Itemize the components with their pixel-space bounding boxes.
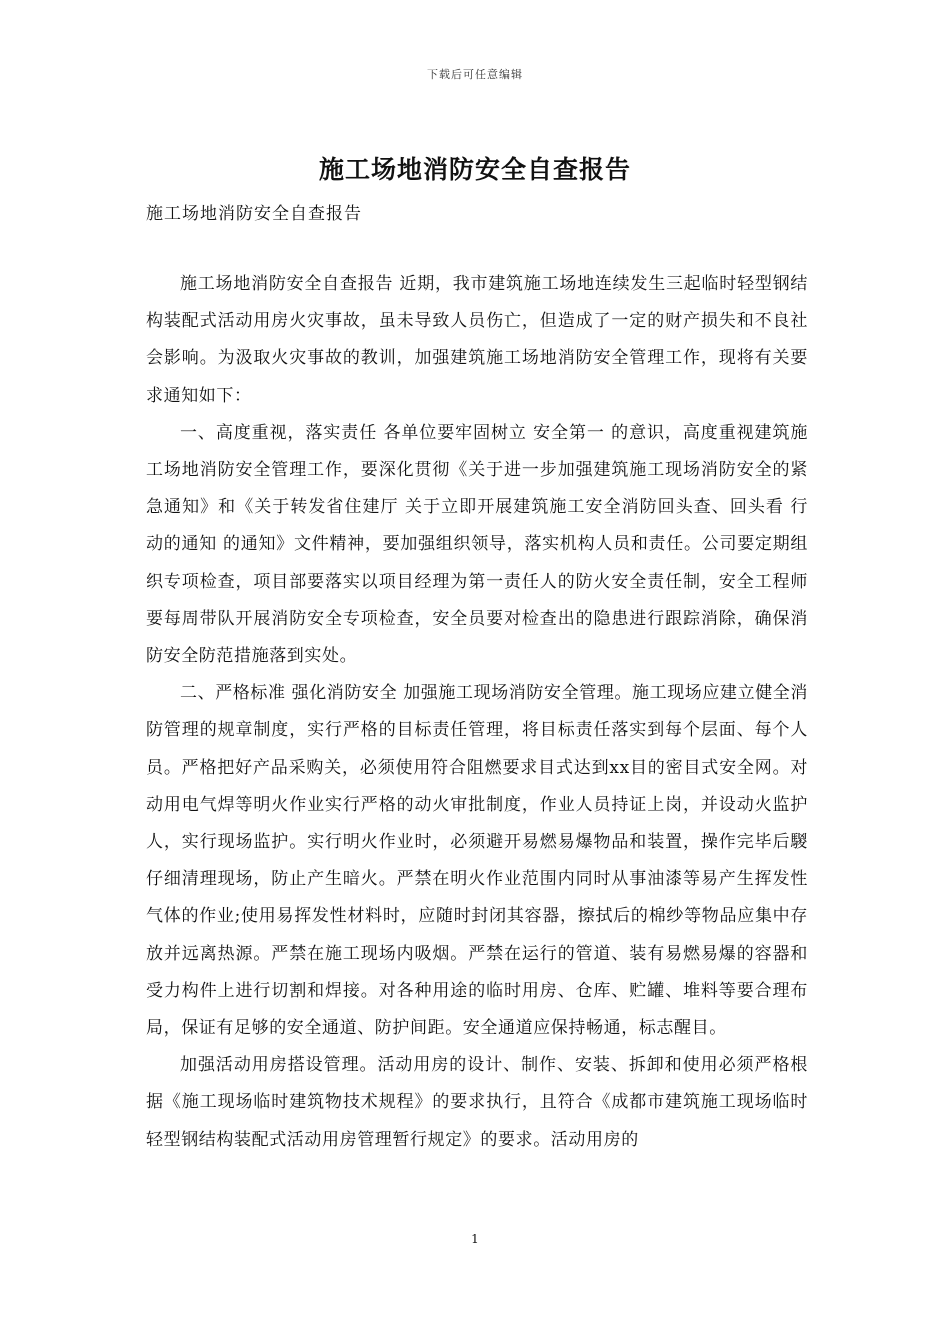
- paragraph-section-two: 二、严格标准 强化消防安全 加强施工现场消防安全管理。施工现场应建立健全消防管理的规章制度，实行严格的目标责任管理，将目标责任落实到每个层面、每个人员。严格把好产品采购关，必须使用符合阻燃要求目式达到xx目的密目式安全网。对动用电气焊等明火作业实行严格的动火审批制度，作业人员持证上岗，并设动火监护人，实行现场监护。实行明火作业时，必须避开易燃易爆物品和装置，操作完毕后騣仔细清理现场，防止产生暗火。严禁在明火作业范围内同时从事油漆等易产生挥发性气体的作业;使用易挥发性材料时，应随时封闭其容器，擦拭后的棉纱等物品应集中存放并远离热源。严禁在施工现场内吸烟。严禁在运行的管道、装有易燃易爆的容器和受力构件上进行切割和焊接。对各种用途的临时用房、仓库、贮罐、堆料等要合理布局，保证有足够的安全通道、防护间距。安全通道应保持畅通，标志醒目。: [146, 683, 809, 1039]
- paragraph-activity-housing: 加强活动用房搭设管理。活动用房的设计、制作、安装、拆卸和使用必须严格根据《施工现场临时建筑物技术规程》的要求执行，且符合《成都市建筑施工现场临时轻型钢结构装配式活动用房管理暂行规定》的要求。活动用房的: [146, 1055, 808, 1150]
- document-title: 施工场地消防安全自查报告: [318, 155, 631, 184]
- paragraph-intro: 施工场地消防安全自查报告 近期，我市建筑施工场地连续发生三起临时轻型钢结构装配式活动用房火灾事故，虽未导致人员伤亡，但造成了一定的财产损失和不良社会影响。为汲取火灾事故的教训，加强建筑施工场地消防安全管理工作，现将有关要求通知如下：: [146, 274, 808, 406]
- document-body: [146, 266, 808, 1159]
- page-number: 1: [471, 1232, 479, 1246]
- header-note: 下载后可任意编辑: [427, 68, 523, 81]
- document-subtitle: 施工场地消防安全自查报告: [146, 204, 362, 224]
- paragraph-section-one: 一、高度重视，落实责任 各单位要牢固树立 安全第一 的意识，高度重视建筑施工场地消防安全管理工作，要深化贯彻《关于进一步加强建筑施工现场消防安全的紧急通知》和《关于转发省住建厅 关于立即开展建筑施工安全消防回头查、回头看 行动的通知 的通知》文件精神，要加强组织领导，落实机构人员和责任。公司要定期组织专项检查，项目部要落实以项目经理为第一责任人的防火安全责任制，安全工程师要每周带队开展消防安全专项检查，安全员要对检查出的隐患进行跟踪消除，确保消防安全防范措施落到实处。: [146, 422, 808, 667]
